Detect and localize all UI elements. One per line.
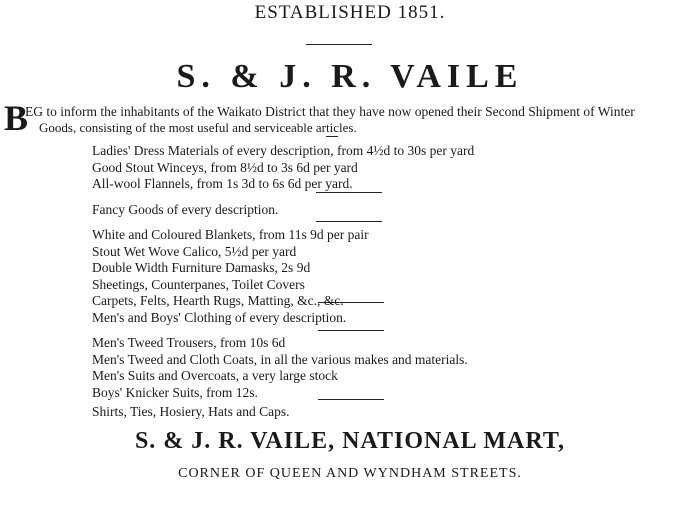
divider bbox=[306, 44, 372, 45]
footer-address: CORNER OF QUEEN AND WYNDHAM STREETS. bbox=[178, 466, 522, 481]
item-line: Ladies' Dress Materials of every description, from 4½d to 30s per yard bbox=[92, 143, 475, 158]
footer-title: S. & J. R. VAILE, NATIONAL MART, bbox=[134, 428, 566, 454]
drop-cap: B bbox=[4, 98, 29, 138]
divider bbox=[318, 399, 384, 400]
item-line: Boys' Knicker Suits, from 12s. bbox=[92, 384, 258, 400]
item-line: Men's Suits and Overcoats, a very large stock bbox=[92, 368, 338, 383]
item-line: Double Width Furniture Damasks, 2s 9d bbox=[92, 260, 311, 275]
item-group-clothing bbox=[92, 310, 346, 327]
item-line: Stout Wet Wove Calico, 5½d per yard bbox=[92, 243, 297, 259]
divider bbox=[316, 221, 382, 222]
intro-line-1: EG to inform the inhabitants of the Waikato District that they have now opened their Second Shipment of Winter bbox=[25, 104, 635, 119]
item-line: Men's Tweed Trousers, from 10s 6d bbox=[92, 335, 286, 350]
divider bbox=[318, 330, 384, 331]
item-line: Fancy Goods of every description. bbox=[92, 202, 279, 217]
page-title: S. & J. R. VAILE bbox=[176, 58, 524, 95]
item-group-shirts bbox=[92, 404, 290, 421]
item-group-fancy bbox=[92, 202, 278, 219]
divider bbox=[318, 302, 384, 303]
item-line: Men's and Boys' Clothing of every description. bbox=[92, 310, 347, 325]
item-line: Shirts, Ties, Hosiery, Hats and Caps. bbox=[92, 404, 290, 419]
divider bbox=[316, 192, 382, 193]
item-group-mens bbox=[92, 335, 468, 401]
item-line: Good Stout Winceys, from 8½d to 3s 6d per yard bbox=[92, 159, 358, 175]
intro-line-2: Goods, consisting of the most useful and serviceable articles. bbox=[39, 120, 357, 135]
item-line: Carpets, Felts, Hearth Rugs, Matting, &c., &c. bbox=[92, 293, 344, 308]
item-group-dress bbox=[92, 143, 474, 193]
item-line: Men's Tweed and Cloth Coats, in all the various makes and materials. bbox=[92, 351, 468, 367]
item-line: All-wool Flannels, from 1s 3d to 6s 6d per yard. bbox=[92, 176, 353, 191]
divider bbox=[326, 136, 338, 137]
item-line: White and Coloured Blankets, from 11s 9d per pair bbox=[92, 227, 369, 242]
item-group-household bbox=[92, 227, 369, 310]
item-line: Sheetings, Counterpanes, Toilet Covers bbox=[92, 276, 305, 292]
established-line: ESTABLISHED 1851. bbox=[254, 2, 446, 23]
